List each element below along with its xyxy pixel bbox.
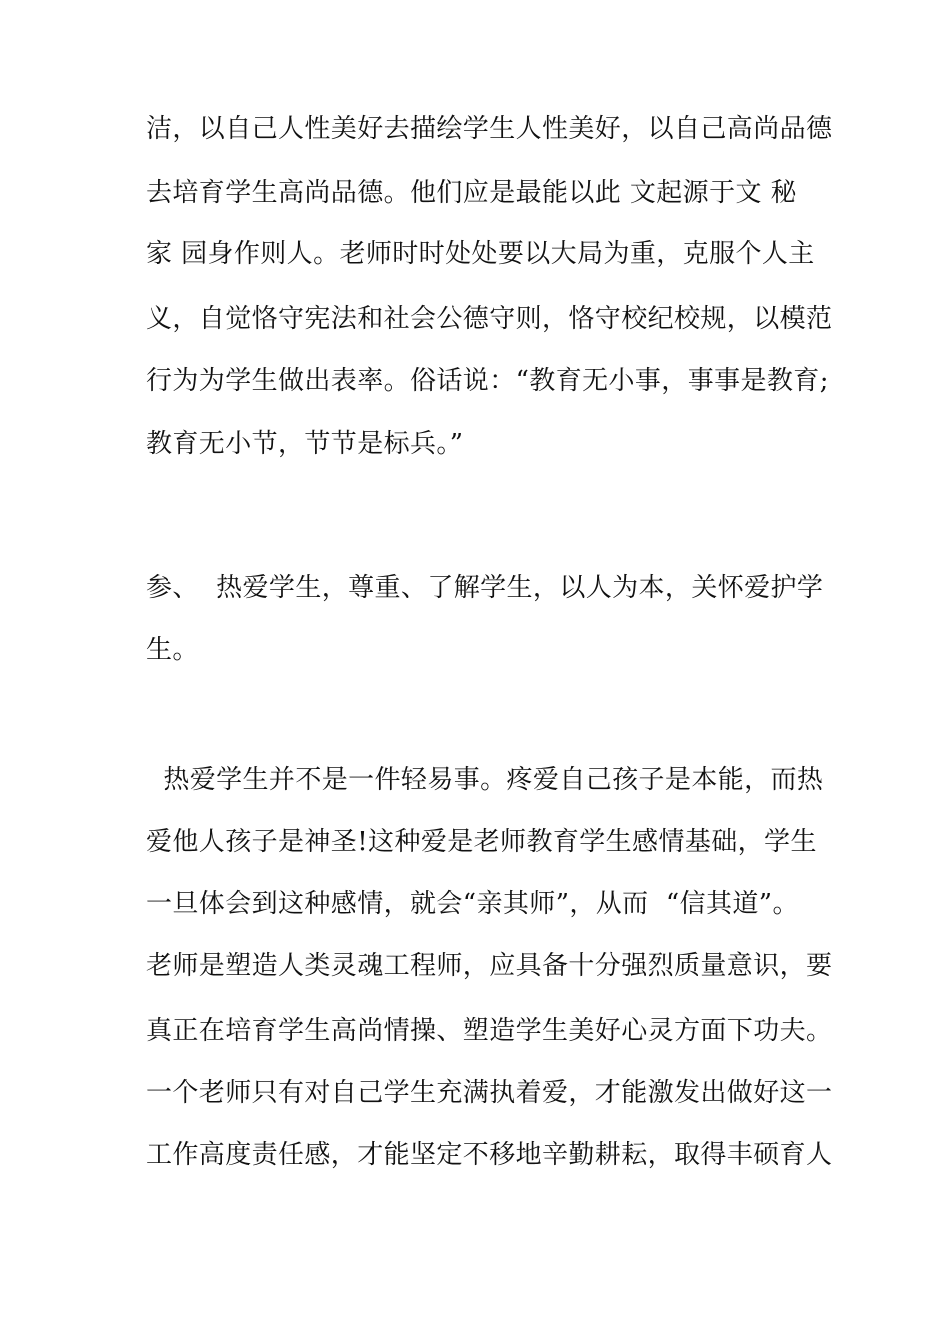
paragraph-line: 一个老师只有对自己学生充满执着爱，才能激发出做好这一 bbox=[146, 1078, 833, 1108]
paragraph-line: 洁，以自己人性美好去描绘学生人性美好，以自己高尚品德 bbox=[146, 114, 833, 144]
paragraph-line: 工作高度责任感，才能坚定不移地辛勤耕耘，取得丰硕育人 bbox=[146, 1140, 833, 1170]
section-heading-line: 生。 bbox=[146, 635, 199, 665]
paragraph-line: 教育无小节，节节是标兵。” bbox=[146, 429, 464, 459]
paragraph-line: 义，自觉恪守宪法和社会公德守则，恪守校纪校规，以模范 bbox=[146, 304, 833, 334]
paragraph-line: 爱他人孩子是神圣!这种爱是老师教育学生感情基础，学生 bbox=[146, 827, 817, 857]
paragraph-line: 家 园身作则人。老师时时处处要以大局为重，克服个人主 bbox=[146, 239, 815, 269]
paragraph-line: 去培育学生高尚品德。他们应是最能以此 文起源于文 秘 bbox=[146, 178, 797, 208]
paragraph-line: 热爱学生并不是一件轻易事。疼爱自己孩子是本能，而热 bbox=[146, 765, 824, 795]
paragraph-line: 老师是塑造人类灵魂工程师，应具备十分强烈质量意识，要 bbox=[146, 951, 833, 981]
section-heading-line: 参、 热爱学生，尊重、了解学生，以人为本，关怀爱护学 bbox=[146, 573, 824, 603]
paragraph-line: 真正在培育学生高尚情操、塑造学生美好心灵方面下功夫。 bbox=[146, 1016, 833, 1046]
paragraph-line: 行为为学生做出表率。俗话说：“教育无小事，事事是教育; bbox=[146, 366, 829, 396]
paragraph-line: 一旦体会到这种感情，就会“亲其师”，从而 “信其道”。 bbox=[146, 889, 799, 919]
